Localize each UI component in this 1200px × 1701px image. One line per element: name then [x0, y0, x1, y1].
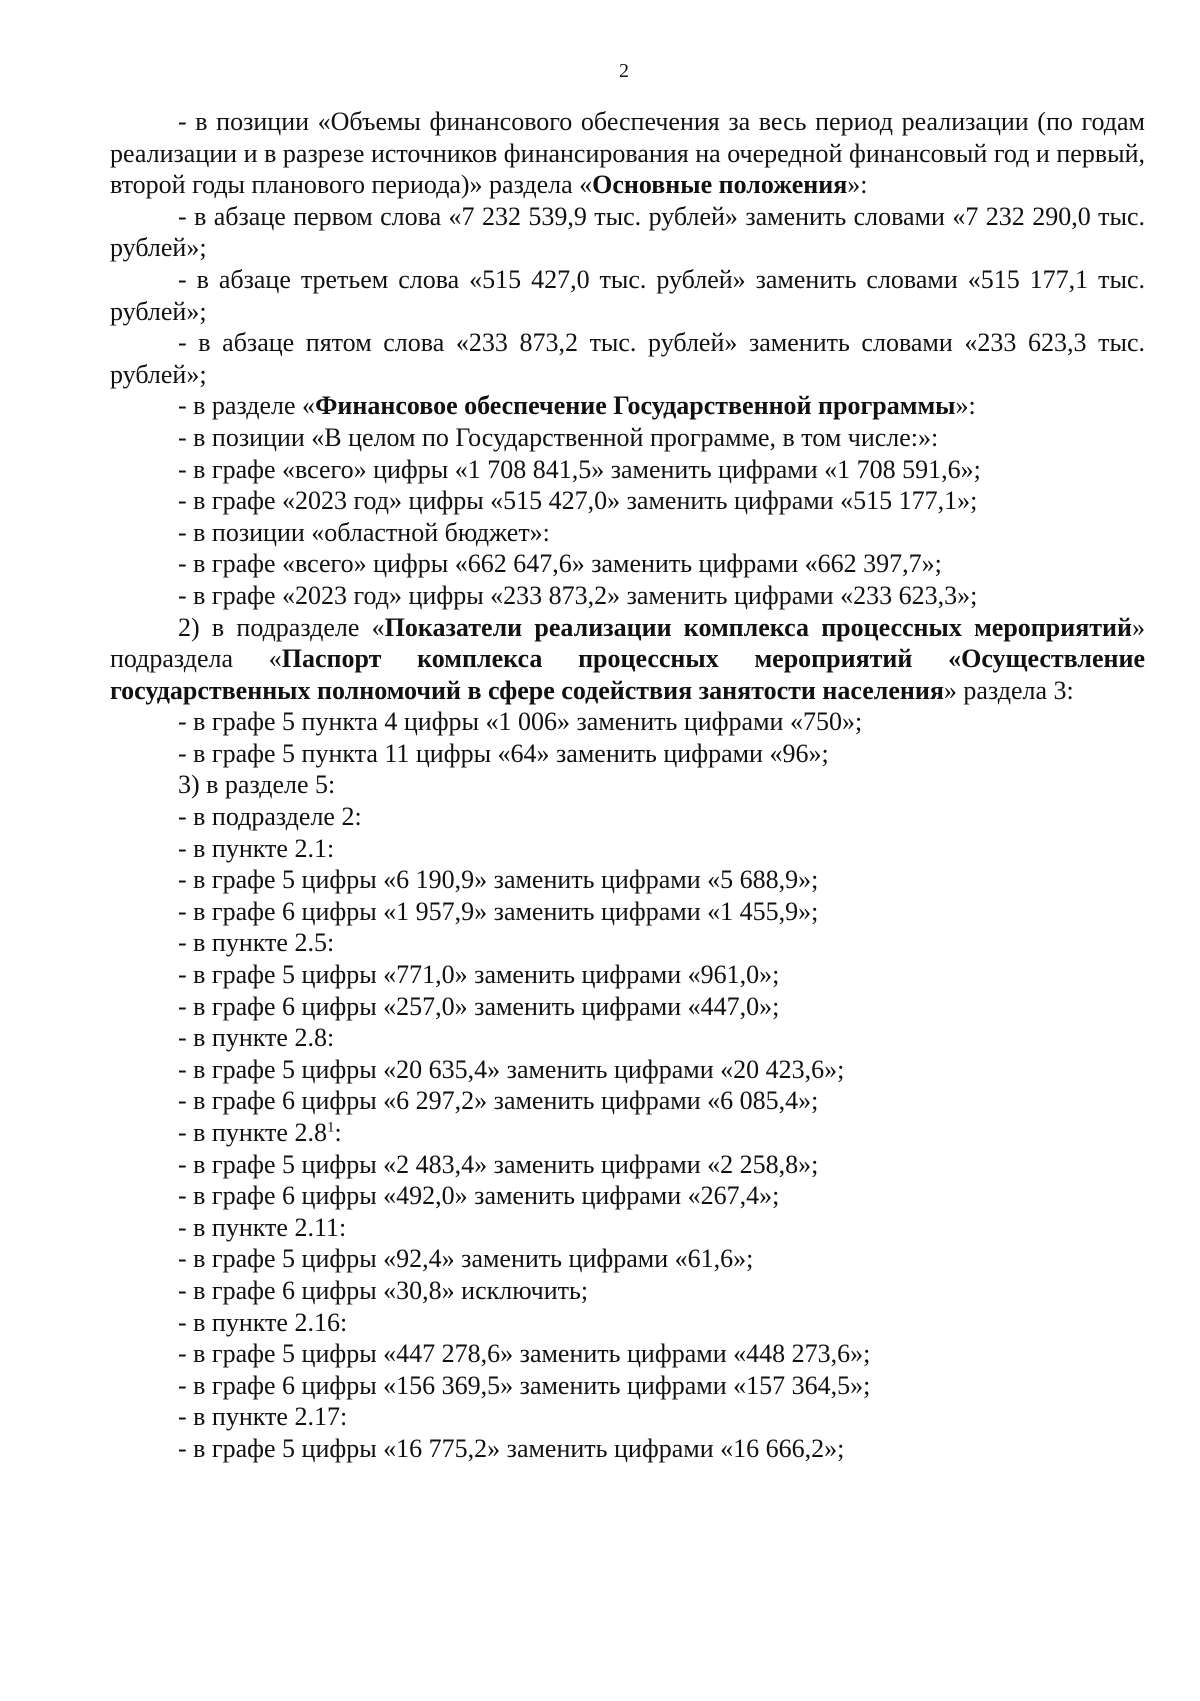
- paragraph: [110, 1054, 1145, 1086]
- text-run: - в пункте 2.17:: [178, 1402, 348, 1432]
- paragraph: [110, 833, 1145, 865]
- paragraph: [110, 1180, 1145, 1212]
- text-run: - в графе 5 цифры «16 775,2» заменить цифрами «16 666,2»;: [178, 1433, 845, 1463]
- text-run: - в пункте 2.8: [178, 1118, 327, 1147]
- paragraph: [110, 801, 1145, 833]
- bold-text: Основные положения: [592, 170, 848, 200]
- paragraph: [110, 927, 1145, 959]
- paragraph: [110, 864, 1145, 896]
- paragraph: [110, 422, 1145, 454]
- bold-text: Показатели реализации комплекса процессных мероприятий: [384, 612, 1132, 642]
- text-run: - в позиции «В целом по Государственной программе, в том числе:»:: [178, 422, 939, 452]
- paragraph: [110, 1307, 1145, 1339]
- text-run: - в пункте 2.5:: [178, 928, 335, 958]
- paragraph: [110, 991, 1145, 1023]
- text-run: - в графе «2023 год» цифры «515 427,0» заменить цифрами «515 177,1»;: [178, 486, 978, 516]
- text-run: - в пункте 2.1:: [178, 833, 335, 863]
- text-run: - в графе 5 цифры «447 278,6» заменить цифрами «448 273,6»;: [178, 1339, 871, 1369]
- paragraph: [110, 738, 1145, 770]
- paragraph: [110, 390, 1145, 422]
- paragraph: [110, 1212, 1145, 1244]
- paragraph: [110, 327, 1145, 390]
- superscript: 1: [326, 1119, 335, 1136]
- text-run: :: [334, 1118, 342, 1147]
- text-run: - в графе 5 цифры «92,4» заменить цифрами «61,6»;: [178, 1244, 754, 1274]
- text-run: - в подразделе 2:: [178, 802, 362, 832]
- paragraph: [110, 1401, 1145, 1433]
- text-run: - в абзаце пятом слова «233 873,2 тыс. рублей» заменить словами «233 623,3 тыс. рублей»;: [110, 328, 1145, 389]
- bold-text: Паспорт комплекса процессных мероприятий «Осуществление государственных полномочий в сфере содействия занятости населения: [110, 644, 1145, 705]
- text-run: - в графе 5 цифры «20 635,4» заменить цифрами «20 423,6»;: [178, 1054, 845, 1084]
- text-run: - в графе «всего» цифры «662 647,6» заменить цифрами «662 397,7»;: [178, 549, 942, 579]
- paragraph: [110, 1117, 1145, 1149]
- text-run: » подраздела «: [110, 612, 1145, 674]
- paragraph: [110, 580, 1145, 612]
- document-body: [110, 106, 1145, 1465]
- paragraph: [110, 769, 1145, 801]
- text-run: - в пункте 2.16:: [178, 1307, 348, 1337]
- text-run: »:: [847, 170, 868, 200]
- text-run: - в графе 6 цифры «1 957,9» заменить цифрами «1 455,9»;: [178, 896, 819, 926]
- text-run: - в позиции «Объемы финансового обеспечения за весь период реализации (по годам реализации и в разрезе источников финансирования на очередной финансовый год и первый, второй годы планового периода)» раздела «: [110, 107, 1145, 200]
- text-run: - в графе 5 пункта 11 цифры «64» заменить цифрами «96»;: [178, 738, 829, 768]
- text-run: - в разделе «: [178, 391, 316, 421]
- paragraph: [110, 1370, 1145, 1402]
- paragraph: [110, 959, 1145, 991]
- text-run: » раздела 3:: [943, 675, 1074, 705]
- text-run: »:: [955, 391, 976, 421]
- bold-text: Финансовое обеспечение Государственной программы: [315, 391, 956, 421]
- text-run: - в графе «всего» цифры «1 708 841,5» заменить цифрами «1 708 591,6»;: [178, 454, 981, 484]
- paragraph: [110, 106, 1145, 201]
- text-run: - в абзаце первом слова «7 232 539,9 тыс. рублей» заменить словами «7 232 290,0 тыс. рублей»;: [110, 201, 1145, 263]
- text-run: 2) в подразделе «: [178, 612, 385, 642]
- paragraph: [110, 612, 1145, 707]
- text-run: - в графе 5 цифры «2 483,4» заменить цифрами «2 258,8»;: [178, 1149, 819, 1179]
- paragraph: [110, 517, 1145, 549]
- text-run: - в абзаце третьем слова «515 427,0 тыс. рублей» заменить словами «515 177,1 тыс. рублей»;: [110, 264, 1145, 326]
- text-run: - в графе 6 цифры «30,8» исключить;: [178, 1275, 589, 1305]
- paragraph: [110, 1243, 1145, 1275]
- paragraph: [110, 1085, 1145, 1117]
- text-run: - в графе 6 цифры «6 297,2» заменить цифрами «6 085,4»;: [178, 1086, 819, 1116]
- paragraph: [110, 201, 1145, 264]
- text-run: - в графе 5 цифры «771,0» заменить цифрами «961,0»;: [178, 960, 780, 990]
- paragraph: [110, 1022, 1145, 1054]
- text-run: - в графе 5 пункта 4 цифры «1 006» заменить цифрами «750»;: [178, 707, 863, 737]
- text-run: - в пункте 2.8:: [178, 1023, 335, 1053]
- text-run: 3) в разделе 5:: [178, 770, 336, 800]
- paragraph: [110, 1275, 1145, 1307]
- text-run: - в позиции «областной бюджет»:: [178, 517, 550, 547]
- paragraph: [110, 548, 1145, 580]
- text-run: - в графе 5 цифры «6 190,9» заменить цифрами «5 688,9»;: [178, 865, 819, 895]
- text-run: - в графе «2023 год» цифры «233 873,2» заменить цифрами «233 623,3»;: [178, 580, 978, 610]
- paragraph: [110, 896, 1145, 928]
- paragraph: [110, 485, 1145, 517]
- text-run: - в графе 6 цифры «156 369,5» заменить цифрами «157 364,5»;: [178, 1370, 871, 1400]
- paragraph: [110, 264, 1145, 327]
- paragraph: [110, 706, 1145, 738]
- paragraph: [110, 1338, 1145, 1370]
- text-run: - в графе 6 цифры «492,0» заменить цифрами «267,4»;: [178, 1181, 780, 1211]
- text-run: - в графе 6 цифры «257,0» заменить цифрами «447,0»;: [178, 991, 780, 1021]
- paragraph: [110, 1149, 1145, 1181]
- text-run: - в пункте 2.11:: [178, 1212, 347, 1242]
- paragraph: [110, 1433, 1145, 1465]
- page-number: 2: [619, 60, 629, 82]
- paragraph: [110, 454, 1145, 486]
